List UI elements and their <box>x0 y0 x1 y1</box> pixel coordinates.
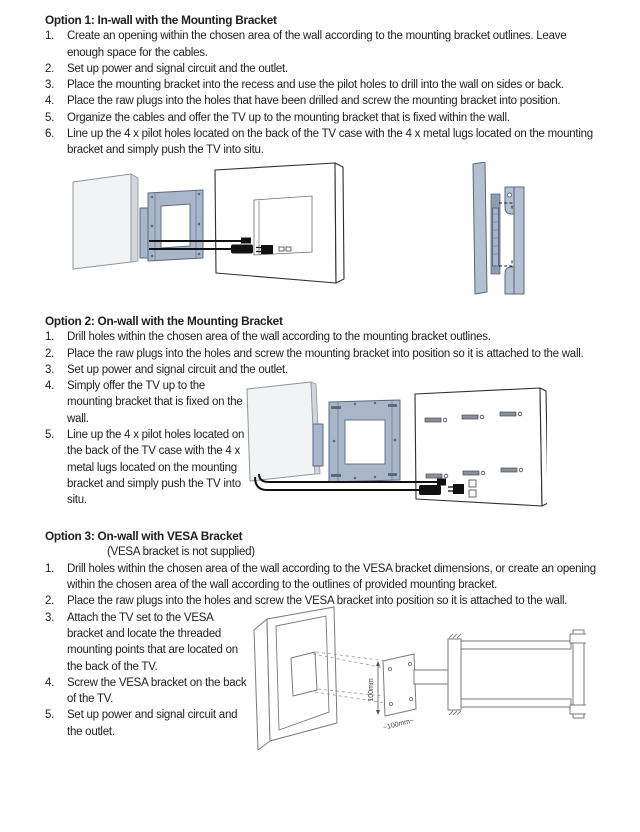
option3-subtitle: (VESA bracket is not supplied) <box>107 546 255 559</box>
wall-plate-side-view <box>505 187 524 294</box>
step-number: 5. <box>45 709 55 722</box>
option3-steps <box>45 561 604 610</box>
step-text: Place the raw plugs into the holes and screw the mounting bracket into position so it is attached to the wall. <box>67 347 584 360</box>
option3-wrap-row <box>45 610 604 756</box>
step-number: 2. <box>45 347 55 360</box>
step-number: 3. <box>45 611 55 624</box>
vesa-diagram-svg <box>251 606 586 756</box>
option1-steps <box>45 28 604 158</box>
step-text: Line up the 4 x pilot holes located on the back of the TV case with the 4 x metal lugs located on the mounting bracket and simply push the TV into situ. <box>67 429 245 507</box>
step <box>45 93 604 109</box>
step-number: 3. <box>45 79 55 92</box>
step <box>45 675 251 708</box>
tv-side-view <box>473 162 487 294</box>
inwall-diagram-svg <box>53 162 598 302</box>
signal-connector <box>437 479 446 486</box>
step <box>45 110 604 126</box>
step <box>45 61 604 77</box>
option2-steps <box>45 329 604 378</box>
step-number: 4. <box>45 95 55 108</box>
vesa-width-label: ~100mm~ <box>382 716 415 732</box>
diagram-inwall-mounting <box>53 162 604 307</box>
step-text: Place the raw plugs into the holes that have been drilled and screw the mounting bracket into position. <box>67 95 561 108</box>
step-text: Organize the cables and offer the TV up to the mounting bracket that is fixed within the wall. <box>67 111 510 124</box>
onwall-diagram-svg <box>245 374 547 522</box>
option3-steps-wrapped <box>45 610 251 740</box>
signal-connector <box>241 237 251 243</box>
step-number: 1. <box>45 30 55 43</box>
option2-title: Option 2: On-wall with the Mounting Bracket <box>45 313 283 328</box>
step-number: 6. <box>45 128 55 141</box>
step-number: 1. <box>45 562 55 575</box>
diagram-vesa-bracket <box>251 610 604 756</box>
step-text: Set up power and signal circuit and the outlet. <box>67 62 288 75</box>
step-text: Place the raw plugs into the holes and screw the VESA bracket into position so it is attached to the wall. <box>67 595 568 608</box>
wall-arm-assembly <box>414 630 586 718</box>
step-text: Line up the 4 x pilot holes located on the back of the TV case with the 4 x metal lugs located on the mounting bracket and simply push the TV into situ. <box>67 128 593 157</box>
section-option3 <box>45 528 604 755</box>
vesa-height-dimension <box>368 661 380 715</box>
step <box>45 427 245 508</box>
step-number: 1. <box>45 331 55 344</box>
step-text: Set up power and signal circuit and the outlet. <box>67 363 288 376</box>
step-number: 5. <box>45 111 55 124</box>
step-number: 3. <box>45 363 55 376</box>
step-text: Create an opening within the chosen area of the wall according to the mounting bracket outlines. Leave enough space for the cables. <box>67 30 567 59</box>
step <box>45 329 604 345</box>
step-number: 2. <box>45 595 55 608</box>
step-number: 5. <box>45 429 55 442</box>
step-text: Attach the TV set to the VESA bracket and locate the threaded mounting points that are located on the back of the TV. <box>67 611 238 673</box>
mounting-bracket <box>148 190 203 261</box>
mounting-bracket <box>329 400 400 482</box>
bracket-side-view <box>491 194 500 274</box>
step <box>45 28 604 61</box>
step-text: Drill holes within the chosen area of the wall according to the mounting bracket outlines. <box>67 331 491 344</box>
tv-front-panel <box>73 174 138 269</box>
tv-back-bracket <box>313 424 323 466</box>
vesa-height-label: 100mm <box>368 677 375 702</box>
tv-front-panel <box>247 382 320 481</box>
step <box>45 126 604 159</box>
step-text: Screw the VESA bracket on the back of the TV. <box>67 676 247 706</box>
step-text: Simply offer the TV up to the mounting bracket that is fixed on the wall. <box>67 380 243 425</box>
tv-back-panel <box>254 607 337 750</box>
step-number: 2. <box>45 62 55 75</box>
vesa-plate <box>383 654 416 716</box>
step-text: Place the mounting bracket into the recess and use the pilot holes to drill into the wall on sides or back. <box>67 79 564 92</box>
step <box>45 378 245 427</box>
section-option2 <box>45 313 604 522</box>
step-number: 4. <box>45 380 55 393</box>
step <box>45 346 604 362</box>
vesa-width-dimension <box>382 717 414 731</box>
step <box>45 561 604 594</box>
step-text: Set up power and signal circuit and the outlet. <box>67 709 238 738</box>
option2-wrap-row <box>45 378 604 522</box>
step-number: 4. <box>45 676 55 689</box>
step-text: Drill holes within the chosen area of the wall according to the VESA bracket dimensions, or create an opening within the chosen area of the wall according to the outlines of provided mounting bracket. <box>67 562 596 592</box>
power-adapter <box>231 244 253 253</box>
step <box>45 610 251 675</box>
step <box>45 707 251 740</box>
power-adapter <box>419 485 441 495</box>
option2-steps-wrapped <box>45 378 245 508</box>
option3-title: Option 3: On-wall with VESA Bracket <box>45 529 243 544</box>
section-option1 <box>45 12 604 307</box>
step <box>45 77 604 93</box>
option1-title: Option 1: In-wall with the Mounting Bracket <box>45 13 277 27</box>
diagram-onwall-mounting <box>245 378 604 522</box>
